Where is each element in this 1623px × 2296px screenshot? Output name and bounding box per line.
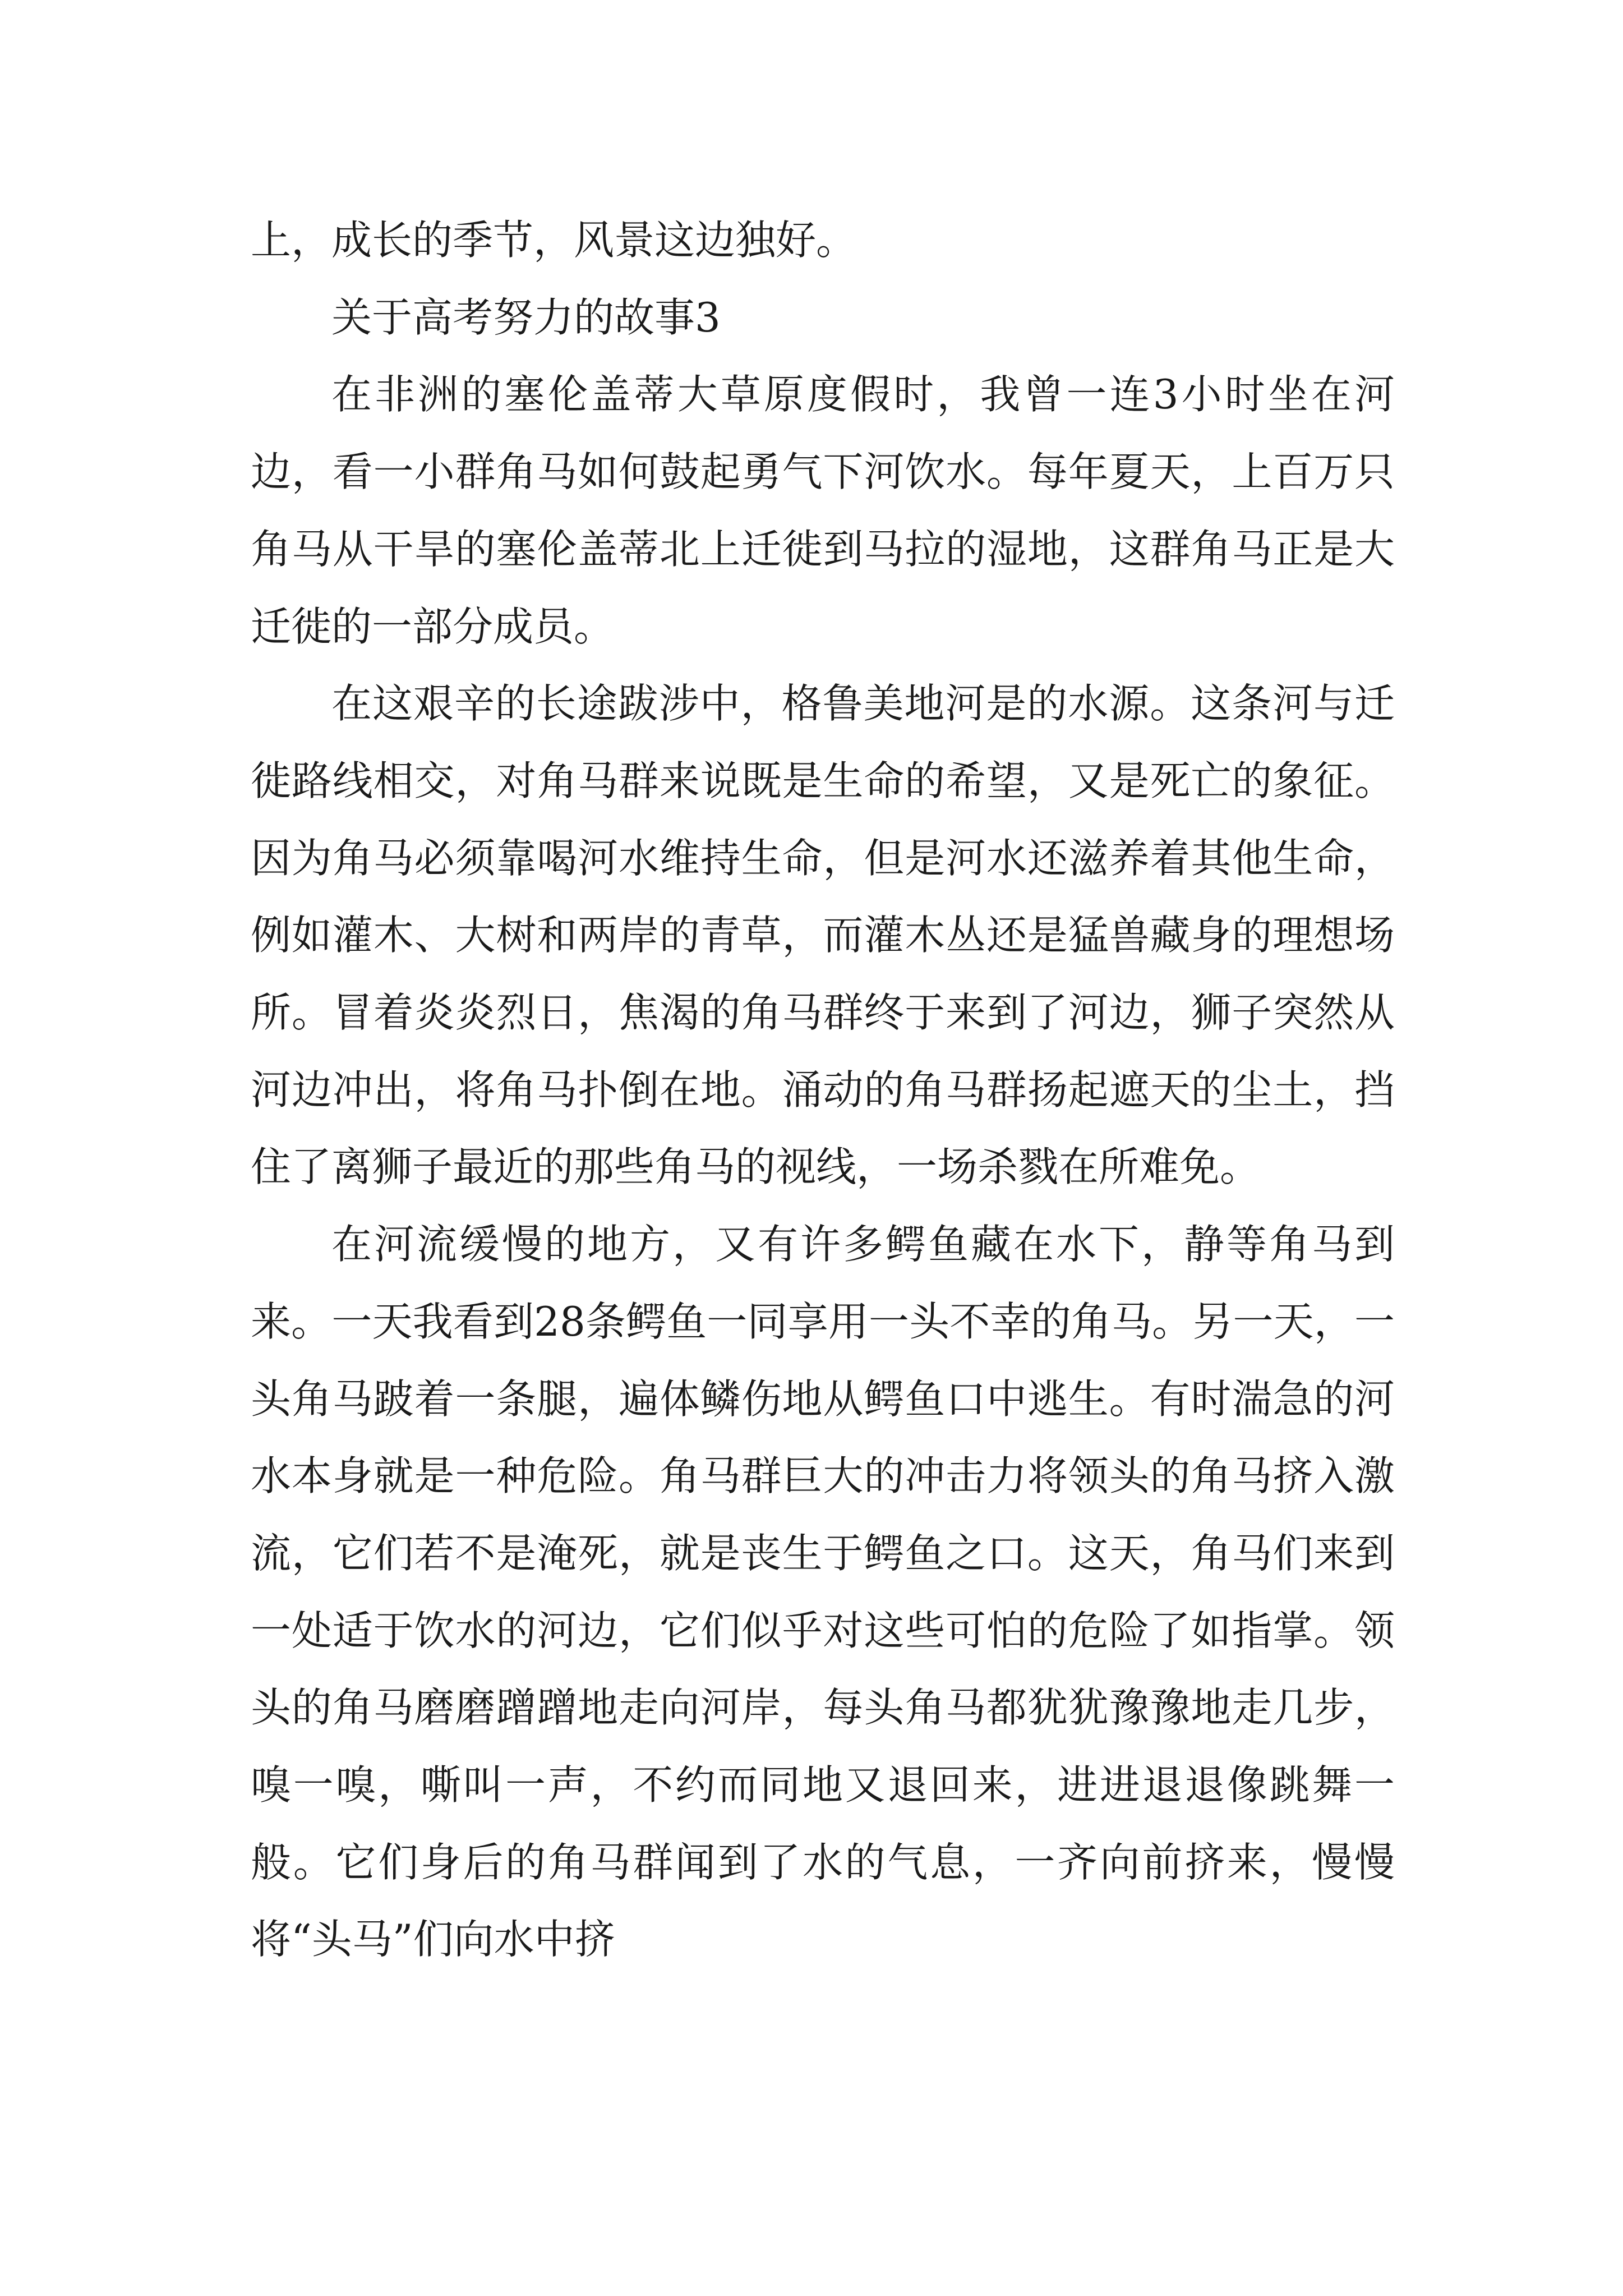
paragraph-2: 在这艰辛的长途跋涉中，格鲁美地河是的水源。这条河与迁徙路线相交，对角马群来说既是生命的希望，又是死亡的象征。因为角马必须靠喝河水维持生命，但是河水还滋养着其他生命，例如灌木、大树和两岸的青草，而灌木丛还是猛兽藏身的理想场所。冒着炎炎烈日，焦渴的角马群终于来到了河边，狮子突然从河边冲出，将角马扑倒在地。涌动的角马群扬起遮天的尘土，挡住了离狮子最近的那些角马的视线，一场杀戮在所难免。 [251,680,1395,1191]
document-body [251,202,1395,1978]
paragraph-3: 在河流缓慢的地方，又有许多鳄鱼藏在水下，静等角马到来。一天我看到28条鳄鱼一同享用一头不幸的角马。另一天，一头角马跛着一条腿，遍体鳞伤地从鳄鱼口中逃生。有时湍急的河水本身就是一种危险。角马群巨大的冲击力将领头的角马挤入激流，它们若不是淹死，就是丧生于鳄鱼之口。这天，角马们来到一处适于饮水的河边，它们似乎对这些可怕的危险了如指掌。领头的角马磨磨蹭蹭地走向河岸，每头角马都犹犹豫豫地走几步，嗅一嗅，嘶叫一声，不约而同地又退回来，进进退退像跳舞一般。它们身后的角马群闻到了水的气息，一齐向前挤来，慢慢将“头马”们向水中挤 [251,1221,1395,1963]
story-heading: 关于高考努力的故事3 [331,293,721,341]
paragraph-continuation: 上，成长的季节，风景这边独好。 [251,217,857,264]
paragraph-1: 在非洲的塞伦盖蒂大草原度假时，我曾一连3小时坐在河边，看一小群角马如何鼓起勇气下河饮水。每年夏天，上百万只角马从干旱的塞伦盖蒂北上迁徙到马拉的湿地，这群角马正是大迁徙的一部分成员。 [251,371,1395,650]
